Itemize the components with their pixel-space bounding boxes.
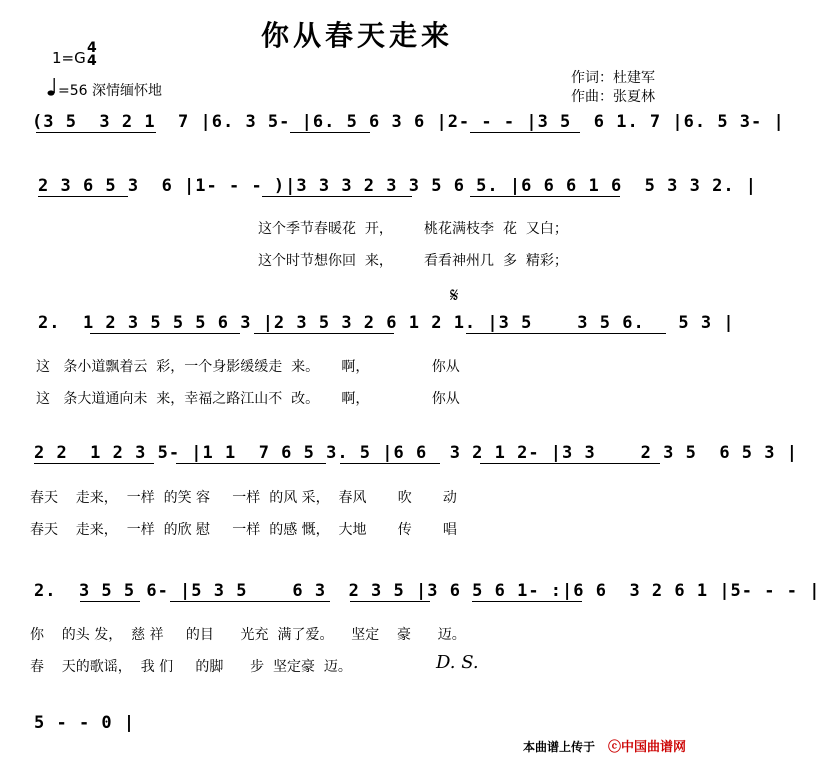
dal-segno-marking: D. S. — [436, 652, 479, 673]
underline — [254, 333, 394, 334]
lyric-row-5-verse-2: 春 天的歌谣， 我 们 的脚 步 坚定豪 迈。 — [30, 659, 352, 675]
score-row-6: 5 - - 0 | — [34, 713, 136, 733]
tempo-marking: =56 深情缅怀地 — [58, 83, 162, 99]
underline — [34, 463, 154, 464]
underline — [470, 132, 580, 133]
underline — [290, 132, 370, 133]
logo-mark-icon: ⓒ — [608, 740, 622, 755]
composer-credit: 作曲：张夏林 — [571, 89, 655, 105]
lyric-row-2-verse-2: 这个时节想你回 来， 看看神州几 多 精彩； — [258, 253, 568, 269]
time-signature — [87, 42, 97, 68]
logo-text: 中国曲谱网 — [621, 740, 687, 755]
footer-upload-note: 本曲谱上传于 — [523, 740, 596, 754]
underline — [80, 601, 140, 602]
lyric-row-2-verse-1: 这个季节春暖花 开， 桃花满枝李 花 又白； — [258, 221, 568, 237]
underline — [170, 601, 330, 602]
segno-icon: 𝄋 — [450, 283, 459, 307]
lyric-row-3-verse-2: 这 条大道通向未 来，幸福之路江山不 改。 啊， 你从 — [36, 391, 460, 407]
underline — [90, 333, 240, 334]
score-row-3: 2. 1 2 3 5 5 5 6 3 |2 3 5 3 2 6 1 2 1. |3 5 3 5 6. 5 3 | — [38, 313, 735, 333]
lyric-row-5-verse-1: 你 的头 发， 慈 祥 的目 光充 满了爱。 坚定 豪 迈。 — [30, 627, 466, 643]
underline — [262, 196, 412, 197]
score-row-2: 2 3 6 5 3 6 |1- - - )|3 3 3 2 3 3 5 6 5. |6 6 6 1 6 5 3 3 2. | — [38, 176, 758, 196]
lyric-row-4-verse-2: 春天 走来， 一样 的欣 慰 一样 的感 慨， 大地 传 唱 — [30, 522, 457, 538]
underline — [472, 601, 582, 602]
underline — [340, 463, 440, 464]
underline — [38, 196, 128, 197]
quarter-note-icon — [47, 77, 57, 97]
score-row-5: 2. 3 5 5 6- |5 3 5 6 3 2 3 5 |3 6 5 6 1- :|6 6 3 2 6 1 |5- - - | — [34, 581, 820, 601]
underline — [480, 463, 660, 464]
score-row-4: 2 2 1 2 3 5- |1 1 7 6 5 3. 5 |6 6 3 2 1 2- |3 3 2 3 5 6 5 3 | — [34, 443, 798, 463]
time-sig-bottom: 4 — [87, 53, 97, 69]
site-logo — [608, 736, 686, 755]
lyric-row-3-verse-1: 这 条小道飘着云 彩，一个身影缓缓走 来。 啊， 你从 — [36, 359, 460, 375]
underline — [466, 333, 666, 334]
key-signature: 1=G — [52, 49, 86, 67]
page-title: 你从春天走来 — [260, 19, 453, 52]
underline — [36, 132, 156, 133]
lyric-row-4-verse-1: 春天 走来， 一样 的笑 容 一样 的风 采， 春风 吹 动 — [30, 490, 457, 506]
underline — [176, 463, 326, 464]
underline — [350, 601, 430, 602]
lyricist-credit: 作词：杜建军 — [571, 70, 655, 86]
underline — [470, 196, 620, 197]
score-row-1: (3 5 3 2 1 7 |6. 3 5- |6. 5 6 3 6 |2- - - |3 5 6 1. 7 |6. 5 3- | — [32, 112, 785, 132]
time-sig-top: 4 — [87, 40, 97, 56]
